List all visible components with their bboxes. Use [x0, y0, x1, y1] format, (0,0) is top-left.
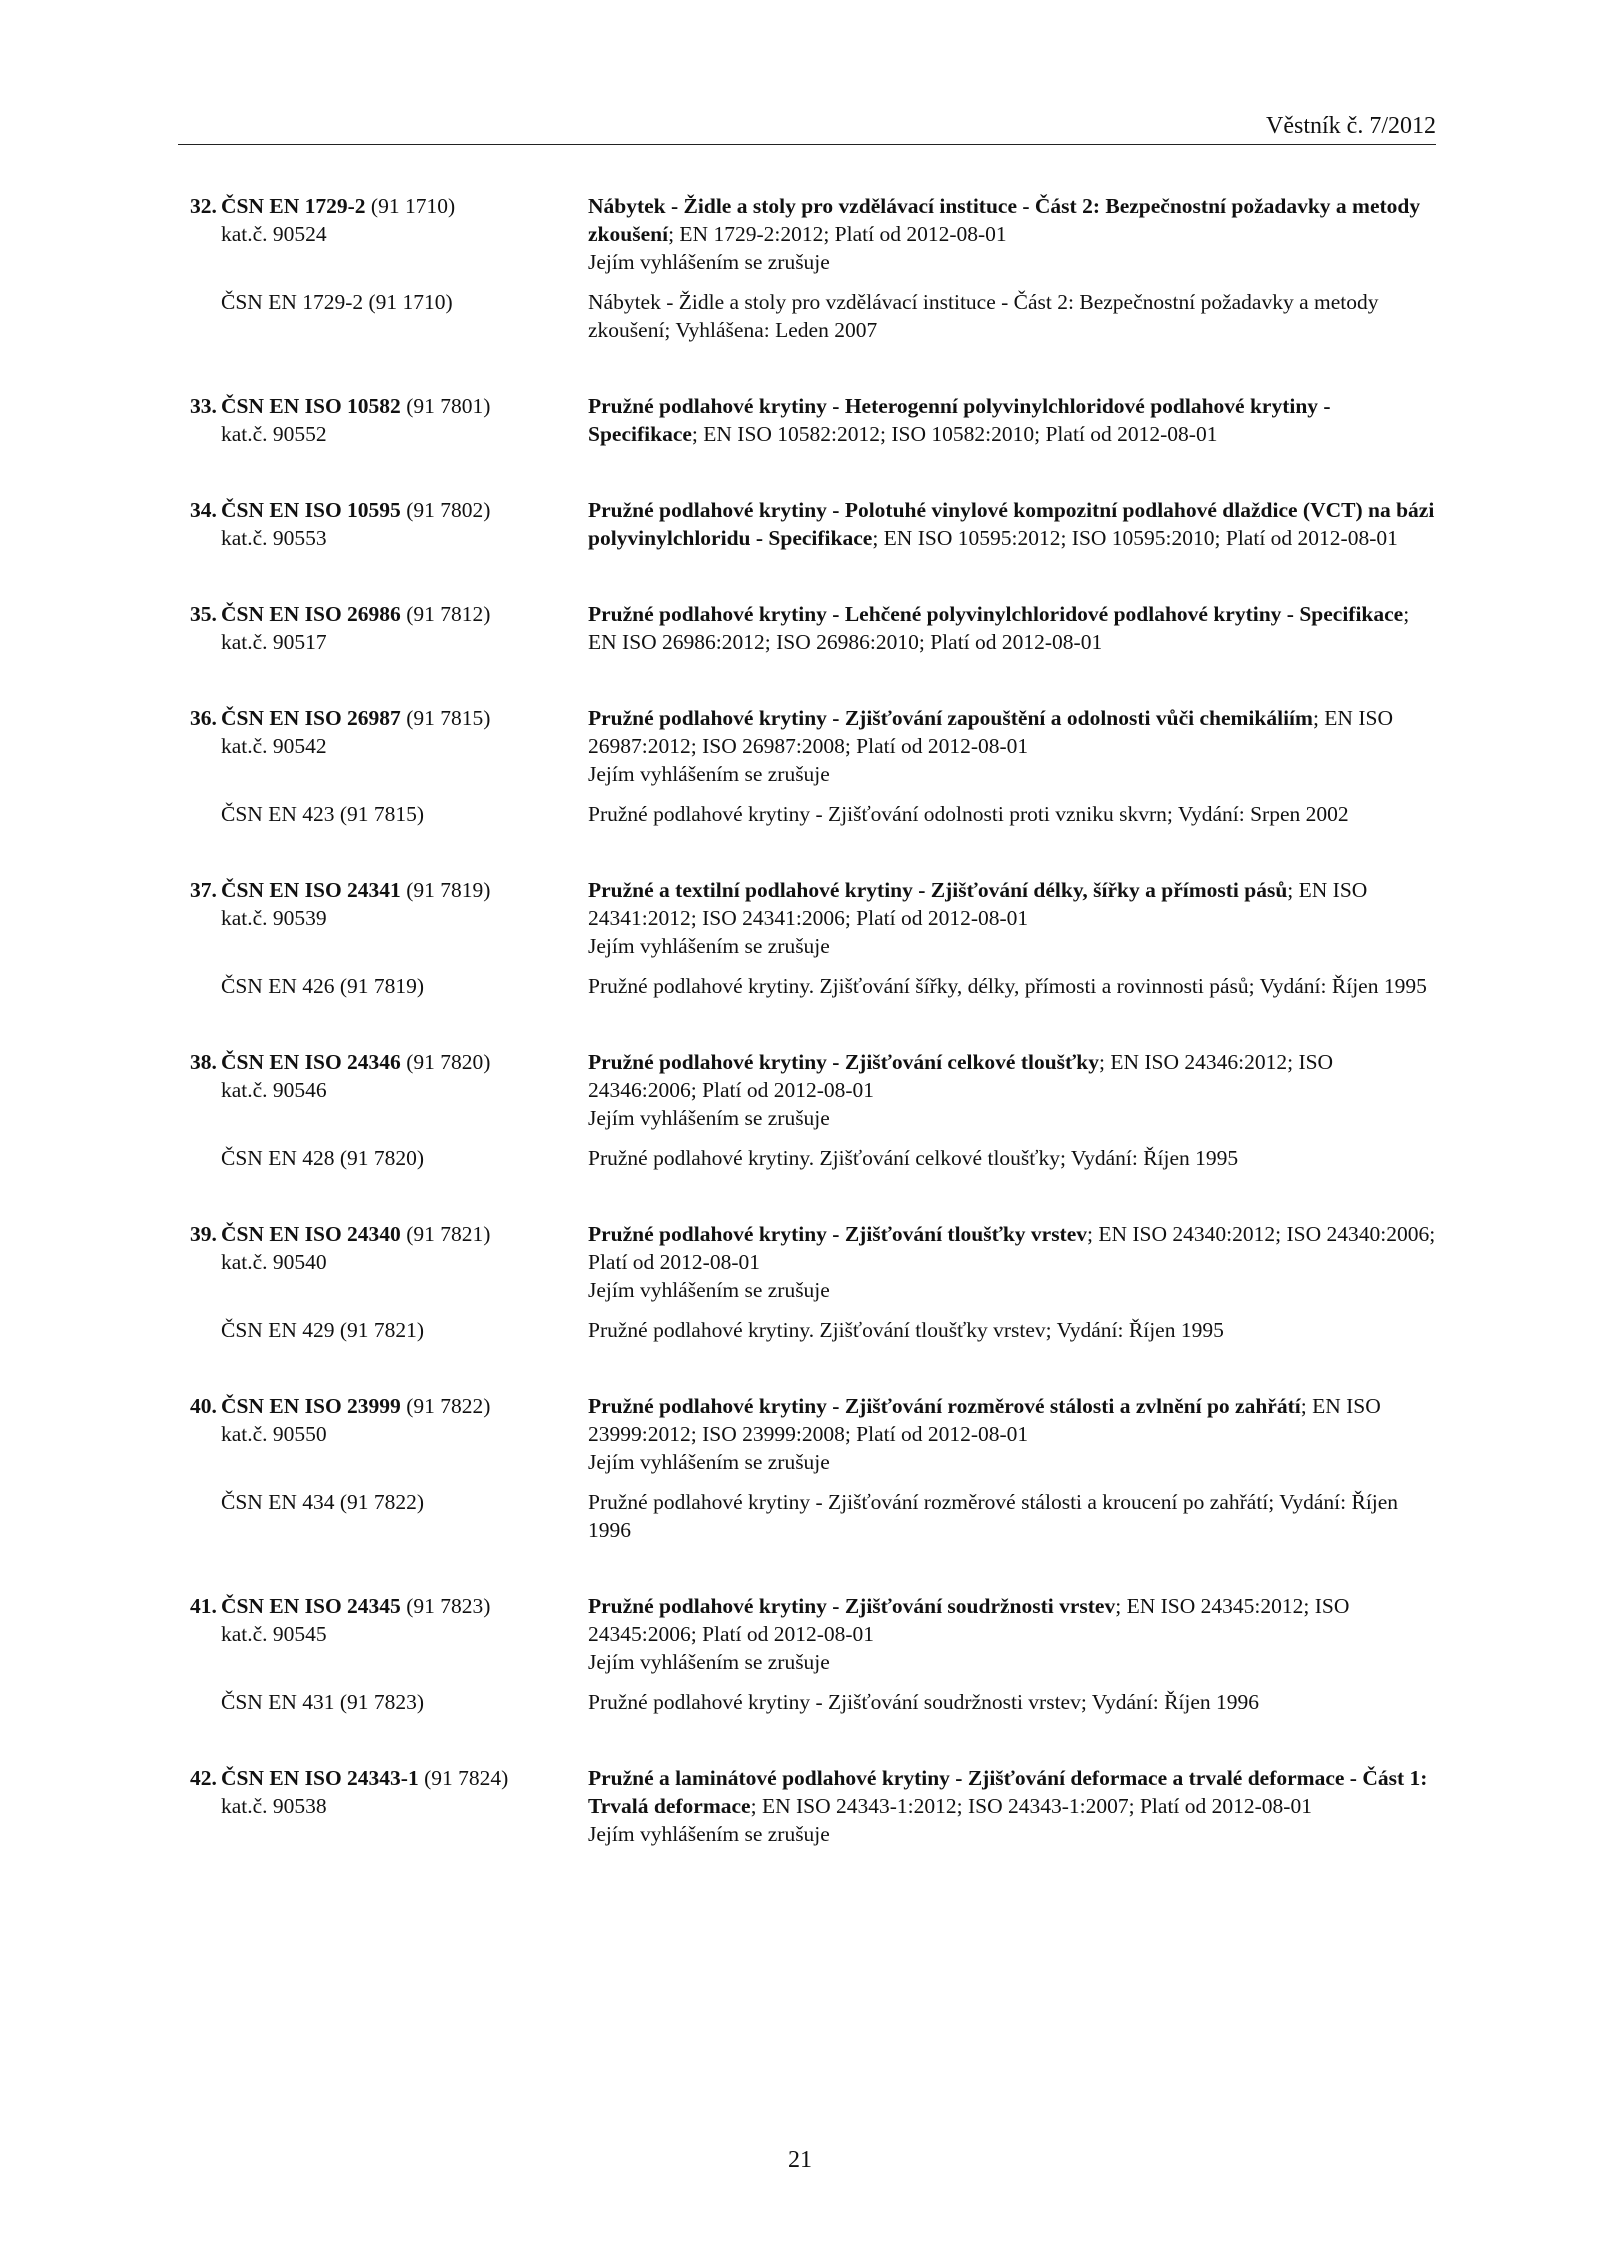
standard-info: ; EN ISO 10582:2012; ISO 10582:2010; Platí od 2012-08-01: [691, 422, 1218, 446]
standard-info: ; EN ISO 24341:2012; ISO 24341:2006; Platí od 2012-08-01: [588, 878, 1368, 930]
standard-info: ; EN ISO 24343-1:2012; ISO 24343-1:2007; Platí od 2012-08-01: [750, 1794, 1312, 1818]
cancels-note: Jejím vyhlášením se zrušuje: [588, 1450, 830, 1474]
replaced-standard-code: ČSN EN 1729-2 (91 1710): [221, 290, 453, 314]
catalog-number: kat.č. 90545: [221, 1622, 327, 1646]
cancels-note: Jejím vyhlášením se zrušuje: [588, 250, 830, 274]
classification: (91 7819): [406, 878, 491, 902]
cancels-note: Jejím vyhlášením se zrušuje: [588, 934, 830, 958]
standard-title: Pružné podlahové krytiny - Zjišťování zapouštění a odolnosti vůči chemikáliím: [588, 706, 1313, 730]
standard-title: Pružné podlahové krytiny - Lehčené polyvinylchloridové podlahové krytiny - Specifikace: [588, 602, 1404, 626]
standard-entry-38: [190, 1048, 1440, 1172]
header-title: Věstník č. 7/2012: [1266, 113, 1436, 139]
classification: (91 7815): [406, 706, 491, 730]
catalog-number: kat.č. 90542: [221, 734, 327, 758]
replaced-standard-code: ČSN EN 429 (91 7821): [221, 1318, 425, 1342]
standard-info: ; EN ISO 24346:2012; ISO 24346:2006; Platí od 2012-08-01: [588, 1050, 1334, 1102]
standard-title: Nábytek - Židle a stoly pro vzdělávací instituce - Část 2: Bezpečnostní požadavky a metody zkoušení: [588, 194, 1421, 246]
classification: (91 1710): [370, 194, 456, 218]
entry-number: 42.: [190, 1766, 217, 1790]
standard-info: ; EN ISO 10595:2012; ISO 10595:2010; Platí od 2012-08-01: [872, 526, 1398, 550]
standard-code: ČSN EN ISO 26986: [221, 602, 401, 626]
replaced-standard-text: Pružné podlahové krytiny. Zjišťování celkové tloušťky; Vydání: Říjen 1995: [588, 1146, 1239, 1170]
page-header: [178, 110, 1436, 145]
standard-entry-40: [190, 1392, 1440, 1544]
cancels-note: Jejím vyhlášením se zrušuje: [588, 1822, 830, 1846]
replaced-standard-code: ČSN EN 426 (91 7819): [221, 974, 425, 998]
entry-number: 41.: [190, 1594, 217, 1618]
standard-code: ČSN EN ISO 24340: [221, 1222, 401, 1246]
standard-code: ČSN EN ISO 26987: [221, 706, 401, 730]
standard-title: Pružné podlahové krytiny - Zjišťování rozměrové stálosti a zvlnění po zahřátí: [588, 1394, 1301, 1418]
entry-number: 36.: [190, 706, 217, 730]
cancels-note: Jejím vyhlášením se zrušuje: [588, 1106, 830, 1130]
standard-entry-35: [190, 600, 1440, 656]
standard-entry-39: [190, 1220, 1440, 1344]
standard-info: ; EN 1729-2:2012; Platí od 2012-08-01: [668, 222, 1007, 246]
standard-info: ; EN ISO 23999:2012; ISO 23999:2008; Platí od 2012-08-01: [588, 1394, 1381, 1446]
classification: (91 7823): [406, 1594, 491, 1618]
classification: (91 7822): [406, 1394, 491, 1418]
replaced-standard-text: Pružné podlahové krytiny. Zjišťování tloušťky vrstev; Vydání: Říjen 1995: [588, 1318, 1224, 1342]
standard-code: ČSN EN ISO 24345: [221, 1594, 401, 1618]
standard-entry-34: [190, 496, 1440, 552]
replaced-standard-code: ČSN EN 428 (91 7820): [221, 1146, 425, 1170]
page-number: 21: [788, 2147, 812, 2173]
replaced-standard-text: Pružné podlahové krytiny. Zjišťování šířky, délky, přímosti a rovinnosti pásů; Vydání: Říjen 1995: [588, 974, 1427, 998]
standard-code: ČSN EN ISO 23999: [221, 1394, 401, 1418]
catalog-number: kat.č. 90517: [221, 630, 327, 654]
classification: (91 7820): [406, 1050, 491, 1074]
catalog-number: kat.č. 90546: [221, 1078, 327, 1102]
replaced-standard-code: ČSN EN 431 (91 7823): [221, 1690, 425, 1714]
standard-entry-36: [190, 704, 1440, 828]
replaced-standard-text: Pružné podlahové krytiny - Zjišťování soudržnosti vrstev; Vydání: Říjen 1996: [588, 1690, 1260, 1714]
catalog-number: kat.č. 90552: [221, 422, 327, 446]
standard-entry-32: [190, 192, 1440, 344]
standards-list: [190, 192, 1440, 1896]
catalog-number: kat.č. 90538: [221, 1794, 327, 1818]
entry-number: 39.: [190, 1222, 217, 1246]
catalog-number: kat.č. 90540: [221, 1250, 327, 1274]
standard-code: ČSN EN ISO 10595: [221, 498, 401, 522]
entry-number: 35.: [190, 602, 217, 626]
standard-info: ; EN ISO 24345:2012; ISO 24345:2006; Platí od 2012-08-01: [588, 1594, 1350, 1646]
standard-info: ; EN ISO 24340:2012; ISO 24340:2006; Platí od 2012-08-01: [588, 1222, 1436, 1274]
classification: (91 7802): [406, 498, 491, 522]
standard-code: ČSN EN ISO 24346: [221, 1050, 401, 1074]
catalog-number: kat.č. 90553: [221, 526, 327, 550]
standard-title: Pružné podlahové krytiny - Zjišťování soudržnosti vrstev: [588, 1594, 1116, 1618]
classification: (91 7801): [406, 394, 491, 418]
classification: (91 7824): [424, 1766, 509, 1790]
cancels-note: Jejím vyhlášením se zrušuje: [588, 762, 830, 786]
standard-entry-37: [190, 876, 1440, 1000]
catalog-number: kat.č. 90524: [221, 222, 327, 246]
replaced-standard-text: Nábytek - Židle a stoly pro vzdělávací instituce - Část 2: Bezpečnostní požadavky a metody zkoušení; Vyhlášena: Leden 2007: [588, 290, 1379, 342]
classification: (91 7812): [406, 602, 491, 626]
entry-number: 40.: [190, 1394, 217, 1418]
standard-title: Pružné podlahové krytiny - Zjišťování tloušťky vrstev: [588, 1222, 1088, 1246]
entry-number: 34.: [190, 498, 217, 522]
standard-code: ČSN EN ISO 24343-1: [221, 1766, 419, 1790]
catalog-number: kat.č. 90539: [221, 906, 327, 930]
standard-title: Pružné a laminátové podlahové krytiny - Zjišťování deformace a trvalé deformace - Část 1: Trvalá deformace: [588, 1766, 1428, 1818]
entry-number: 33.: [190, 394, 217, 418]
standard-title: Pružné podlahové krytiny - Heterogenní polyvinylchloridové podlahové krytiny - Specifikace: [588, 394, 1331, 446]
standard-info: ; EN ISO 26987:2012; ISO 26987:2008; Platí od 2012-08-01: [588, 706, 1393, 758]
entry-number: 32.: [190, 194, 217, 218]
standard-title: Pružné podlahové krytiny - Zjišťování celkové tloušťky: [588, 1050, 1099, 1074]
catalog-number: kat.č. 90550: [221, 1422, 327, 1446]
entry-number: 38.: [190, 1050, 217, 1074]
replaced-standard-code: ČSN EN 423 (91 7815): [221, 802, 425, 826]
standard-code: ČSN EN ISO 24341: [221, 878, 401, 902]
standard-entry-41: [190, 1592, 1440, 1716]
standard-code: ČSN EN ISO 10582: [221, 394, 401, 418]
replaced-standard-code: ČSN EN 434 (91 7822): [221, 1490, 425, 1514]
entry-number: 37.: [190, 878, 217, 902]
replaced-standard-text: Pružné podlahové krytiny - Zjišťování odolnosti proti vzniku skvrn; Vydání: Srpen 2002: [588, 802, 1349, 826]
cancels-note: Jejím vyhlášením se zrušuje: [588, 1650, 830, 1674]
standard-code: ČSN EN 1729-2: [221, 194, 366, 218]
replaced-standard-text: Pružné podlahové krytiny - Zjišťování rozměrové stálosti a kroucení po zahřátí; Vydání: Říjen 1996: [588, 1490, 1399, 1542]
cancels-note: Jejím vyhlášením se zrušuje: [588, 1278, 830, 1302]
standard-entry-33: [190, 392, 1440, 448]
standard-title: Pružné a textilní podlahové krytiny - Zjišťování délky, šířky a přímosti pásů: [588, 878, 1288, 902]
classification: (91 7821): [406, 1222, 491, 1246]
standard-info: ; EN ISO 26986:2012; ISO 26986:2010; Platí od 2012-08-01: [588, 602, 1410, 654]
standard-entry-42: [190, 1764, 1440, 1848]
standard-title: Pružné podlahové krytiny - Polotuhé vinylové kompozitní podlahové dlaždice (VCT) na bázi polyvinylchloridu - Specifikace: [588, 498, 1435, 550]
